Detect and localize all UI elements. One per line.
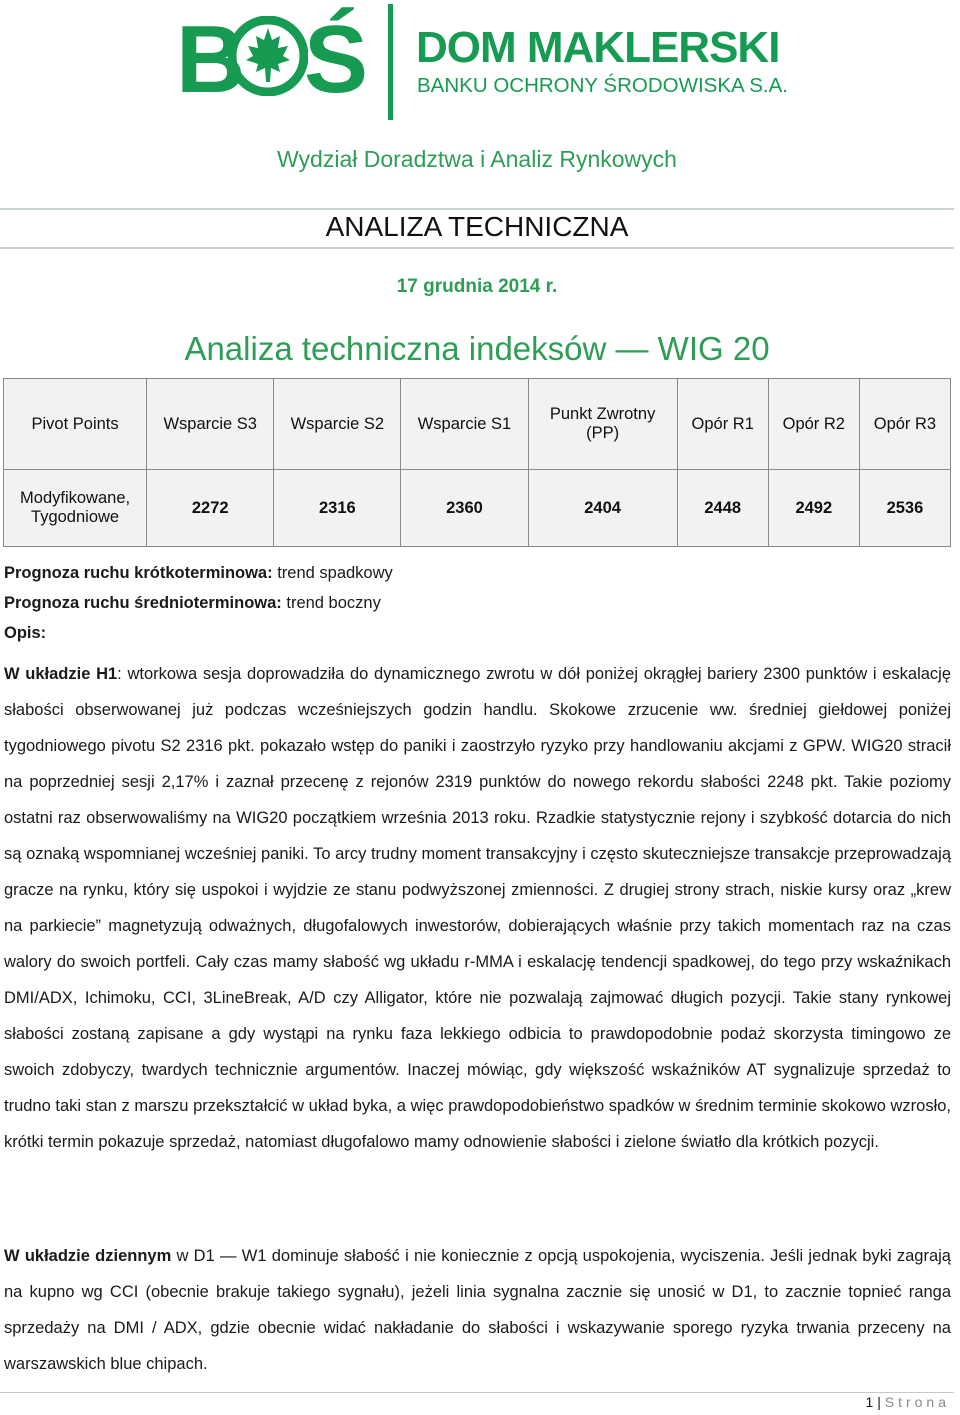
value-cell: 2316: [274, 470, 401, 547]
header-cell: Opór R3: [859, 379, 950, 470]
divider: [0, 208, 954, 210]
page-number: 1: [865, 1394, 874, 1410]
header-cell: Opór R2: [768, 379, 859, 470]
report-date: 17 grudnia 2014 r.: [396, 276, 558, 297]
row-label: Modyfikowane, Tygodniowe: [4, 470, 147, 547]
logo-letter-b: B: [176, 6, 246, 113]
logo-subtitle: BANKU OCHRONY ŚRODOWISKA S.A.: [417, 74, 788, 97]
header-cell: Pivot Points: [4, 379, 147, 470]
page-footer: [866, 1394, 950, 1410]
department-name: Wydział Doradztwa i Analiz Rynkowych: [277, 146, 677, 172]
forecast-short-label: Prognoza ruchu krótkoterminowa:: [4, 564, 273, 582]
analysis-h1-paragraph: [4, 656, 951, 1160]
paragraph-text: : wtorkowa sesja doprowadziła do dynamicznego zwrotu w dół poniżej okrągłej bariery 2300 punktów i eskalację słabości obserwowanej już podczas wcześniejszych godzin handlu. Skokowe zrzucenie ww. średniej giełdowej poniżej tygodniowego pivotu S2 2316 pkt. pokazało wstęp do paniki i zaostrzyło ryzyko przy handlowaniu akcjami z GPW. WIG20 stracił na poprzedniej sesji 2,17% i zaznał przecenę z rejonów 2319 punktów do nowego rekordu słabości 2248 pkt. Takie poziomy ostatni raz obserwowaliśmy na WIG20 początkiem września 2013 roku. Rzadkie statystycznie rejony i szybkość dotarcia do nich są oznaką wspomnianej wcześniej paniki. To arcy trudny moment transakcyjny i często skuteczniejsze transakcje przeprowadzają gracze na rynku, który się uspokoi i wyjdzie ze stanu podwyższonej zmienności. Z drugiej strony strach, niskie kursy oraz „krew na parkiecie” magnetyzują odważnych, długofalowych inwestorów, dobierających właśnie przy takich momentach raz na czas walory do swoich portfeli. Cały czas mamy słabość wg układu r-MMA i eskalację tendencji spadkowej, do tego przy wskaźnikach DMI/ADX, Ichimoku, CCI, 3LineBreak, A/D czy Alligator, które nie pozwalają zajmować długich pozycji. Takie stany rynkowej słabości zostaną zapisane a gdy wystąpi na rynku faza lekkiego odbicia to prawdopodobnie podaż skorzysta timingowo ze swoich zdobyczy, twardych technicznie argumentów. Inaczej mówiąc, gdy większość wskaźników AT sygnalizuje sprzedaż to trudno taki stan z marszu przekształcić w układ byka, a więc prawdopodobieństwo spadków w średnim terminie skokowo wzrosło, krótki termin pokazuje sprzedaż, natomiast długofalowo mamy odnowienie słabości i zielone światło dla krótkich pozycji.: [4, 665, 951, 1151]
table-row: [4, 470, 951, 547]
document-title: ANALIZA TECHNICZNA: [325, 211, 629, 242]
logo-letter-s: Ś: [304, 6, 369, 113]
logo-title: DOM MAKLERSKI: [416, 23, 780, 72]
footer-divider: [0, 1392, 954, 1393]
logo-divider: [388, 4, 393, 120]
forecast-block: [4, 558, 393, 648]
description-label: Opis:: [4, 624, 47, 642]
value-cell: 2272: [147, 470, 274, 547]
paragraph-lead: W układzie dziennym: [4, 1247, 172, 1265]
table-header-row: [4, 379, 951, 470]
report-subtitle: Analiza techniczna indeksów — WIG 20: [184, 330, 770, 367]
forecast-mid: [4, 588, 393, 618]
pivot-points-table: [3, 378, 951, 547]
header-cell: Punkt Zwrotny (PP): [528, 379, 677, 470]
page-word: Strona: [884, 1394, 950, 1410]
value-cell: 2536: [859, 470, 950, 547]
forecast-short-value: trend spadkowy: [272, 564, 393, 582]
analysis-daily-paragraph: [4, 1238, 951, 1382]
header-cell: Wsparcie S1: [401, 379, 528, 470]
paragraph-lead: W układzie H1: [4, 665, 118, 683]
value-cell: 2404: [528, 470, 677, 547]
forecast-short: [4, 558, 393, 588]
header-cell: Opór R1: [677, 379, 768, 470]
header-cell: Wsparcie S2: [274, 379, 401, 470]
divider: [0, 247, 954, 249]
maple-leaf-icon: [228, 16, 308, 96]
value-cell: 2492: [768, 470, 859, 547]
paragraph-text: w D1 — W1 dominuje słabość i nie koniecznie z opcją uspokojenia, wyciszenia. Jeśli jednak byki zagrają na kupno wg CCI (obecnie brakuje takiego sygnału), jeżeli linia sygnalna zacznie się unosić w D1, to zacznie topnieć ranga sprzedaży na DMI / ADX, gdzie obecnie widać nakładanie do słabości i wskazywanie sporego ryzyka trwania przeceny na warszawskich blue chipach.: [4, 1247, 951, 1373]
footer-separator: |: [873, 1394, 885, 1410]
forecast-mid-value: trend boczny: [281, 594, 381, 612]
forecast-mid-label: Prognoza ruchu średnioterminowa:: [4, 594, 282, 612]
value-cell: 2448: [677, 470, 768, 547]
value-cell: 2360: [401, 470, 528, 547]
header-cell: Wsparcie S3: [147, 379, 274, 470]
company-logo: [176, 4, 788, 122]
